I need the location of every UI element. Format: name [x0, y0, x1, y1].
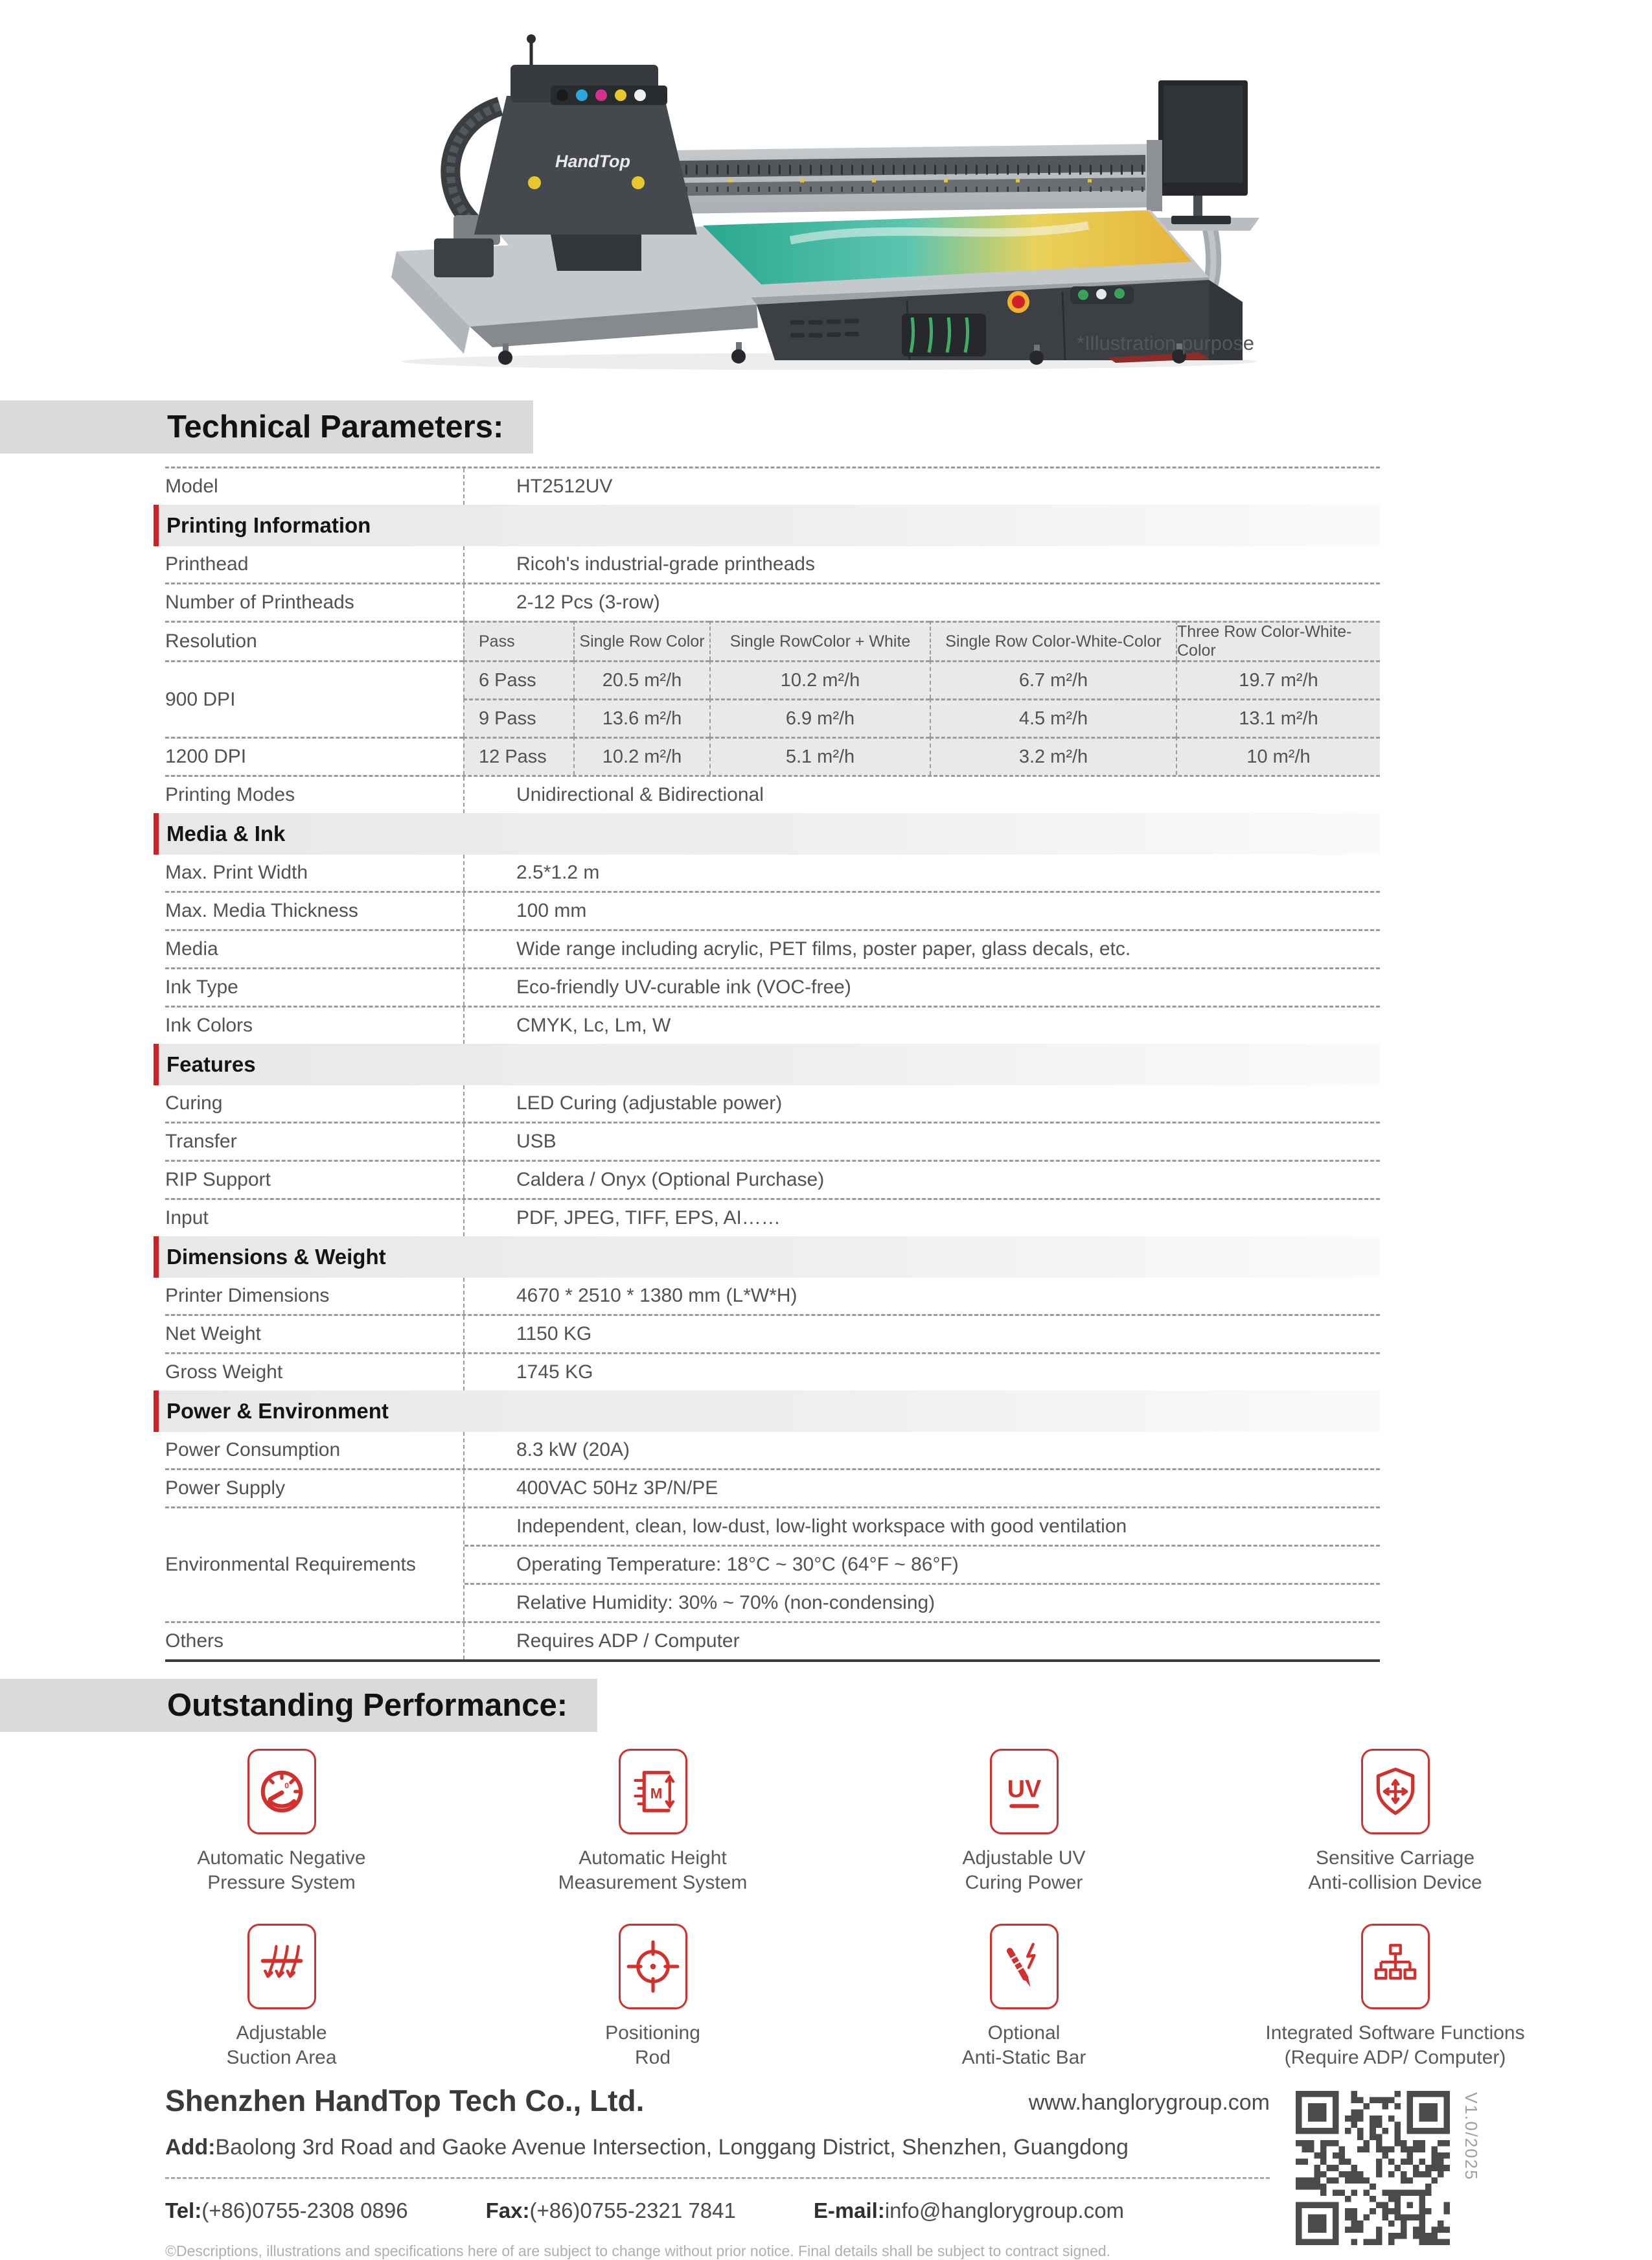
disclaimer: ©Descriptions, illustrations and specifications here of are subject to change without prior notice. Final details shall be subject to contract signed.: [165, 2243, 1111, 2259]
spec-value: Requires ADP / Computer: [463, 1623, 1380, 1659]
speed-cell: 10 m²/h: [1176, 737, 1380, 775]
feature-card: [247, 1924, 316, 2009]
email[interactable]: E-mail:info@hanglorygroup.com: [813, 2198, 1125, 2222]
performance-features: [96, 1749, 1581, 2070]
feature-card: [619, 1924, 687, 2009]
company-name: Shenzhen HandTop Tech Co., Ltd.: [165, 2084, 645, 2117]
feature-card: [619, 1749, 687, 1834]
spec-label: Ink Colors: [165, 1015, 253, 1036]
spec-row-max-print-width: [165, 855, 1380, 891]
spec-label: Printer Dimensions: [165, 1285, 330, 1306]
height-measure-icon: [625, 1764, 681, 1819]
spec-label: Media: [165, 938, 218, 960]
spec-value: 4670 * 2510 * 1380 mm (L*W*H): [463, 1278, 1380, 1314]
website-link[interactable]: www.hanglorygroup.com: [1028, 2090, 1270, 2115]
feature-card: [990, 1749, 1059, 1834]
spec-label: Max. Print Width: [165, 862, 308, 883]
section-features: Features: [154, 1044, 1380, 1085]
outstanding-performance-heading: Outstanding Performance:: [0, 1679, 597, 1732]
feature-positioning-rod: [467, 1924, 838, 2070]
spec-value: 2.5*1.2 m: [463, 855, 1380, 891]
feature-anti-collision: [1210, 1749, 1581, 1895]
illustration-note: *Illustration purpose: [1077, 332, 1254, 354]
technical-parameters-heading: Technical Parameters:: [0, 400, 533, 454]
uv-icon: [996, 1764, 1052, 1819]
spec-row-printhead: [165, 546, 1380, 582]
speed-cell: 13.6 m²/h: [573, 698, 709, 737]
svg-text:M: M: [650, 1785, 662, 1802]
speed-cell: 20.5 m²/h: [573, 660, 709, 698]
speed-cell: 13.1 m²/h: [1176, 698, 1380, 737]
feature-card: [247, 1749, 316, 1834]
feature-card: [1361, 1924, 1430, 2009]
spec-value: Wide range including acrylic, PET films, poster paper, glass decals, etc.: [463, 931, 1380, 967]
spec-label: RIP Support: [165, 1169, 271, 1190]
spec-label: Curing: [165, 1092, 223, 1114]
spec-row-num-printheads: [165, 582, 1380, 621]
feature-label: Adjustable Suction Area: [226, 2022, 337, 2068]
speed-cell: 4.5 m²/h: [930, 698, 1176, 737]
environment-value: Independent, clean, low-dust, low-light workspace with good ventilation: [516, 1516, 1127, 1537]
svg-text:0: 0: [284, 1781, 289, 1790]
section-power-environment: Power & Environment: [154, 1390, 1380, 1432]
fax: Fax:(+86)0755-2321 7841: [485, 2198, 736, 2222]
environment-value: Operating Temperature: 18°C ~ 30°C (64°F ~ 86°F): [465, 1545, 1380, 1583]
speed-cell: 6.9 m²/h: [709, 698, 930, 737]
printer-photo-section: [0, 0, 1652, 389]
pass-cell: 9 Pass: [463, 698, 573, 737]
spec-row-input: [165, 1198, 1380, 1236]
svg-text:UV: UV: [1007, 1775, 1041, 1803]
footer-divider: [165, 2177, 1270, 2179]
resolution-col-header: Single Row Color-White-Color: [930, 621, 1176, 660]
spec-label: Power Consumption: [165, 1439, 341, 1460]
resolution-col-header: Three Row Color-White-Color: [1176, 621, 1380, 660]
gauge-icon: [254, 1764, 310, 1819]
spec-label: Resolution: [165, 621, 463, 660]
spec-label: Max. Media Thickness: [165, 900, 358, 921]
spec-row-max-media-thickness: [165, 891, 1380, 929]
spec-value: LED Curing (adjustable power): [463, 1085, 1380, 1122]
spec-row-rip-support: [165, 1160, 1380, 1198]
spec-label: Others: [165, 1630, 224, 1652]
spec-value: Ricoh's industrial-grade printheads: [463, 546, 1380, 582]
spec-row-power-consumption: [165, 1432, 1380, 1468]
spec-label: Environmental Requirements: [165, 1554, 416, 1575]
dpi-label-1200: 1200 DPI: [165, 737, 463, 775]
speed-cell: 10.2 m²/h: [573, 737, 709, 775]
dpi-label-900: 900 DPI: [165, 660, 463, 737]
spec-label: Gross Weight: [165, 1361, 283, 1383]
feature-integrated-software: [1210, 1924, 1581, 2070]
qr-code: [1296, 2091, 1450, 2245]
spec-value: Eco-friendly UV-curable ink (VOC-free): [463, 969, 1380, 1006]
version-tag: V1.0/2025: [1462, 2092, 1481, 2181]
feature-anti-static: [838, 1924, 1210, 2070]
speed-cell: 19.7 m²/h: [1176, 660, 1380, 698]
feature-card: [990, 1924, 1059, 2009]
spec-row-printer-dimensions: [165, 1278, 1380, 1314]
pass-cell: 6 Pass: [463, 660, 573, 698]
feature-label: Positioning Rod: [605, 2022, 700, 2068]
speed-cell: 3.2 m²/h: [930, 737, 1176, 775]
spec-row-model: [165, 467, 1380, 505]
spec-value: Unidirectional & Bidirectional: [463, 777, 1380, 813]
spec-value: 1745 KG: [463, 1354, 1380, 1390]
contact-line: [165, 2198, 1270, 2223]
suction-arrows-icon: [254, 1939, 310, 1994]
spec-label: Power Supply: [165, 1477, 286, 1499]
spec-row-transfer: [165, 1122, 1380, 1160]
feature-height-measurement: [467, 1749, 838, 1895]
resolution-col-header: Single Row Color: [573, 621, 709, 660]
resolution-table: [165, 621, 1380, 775]
feature-label: Automatic Height Measurement System: [558, 1847, 748, 1893]
printer-illustration: [337, 23, 1296, 373]
feature-label: Integrated Software Functions (Require ADP/ Computer): [1265, 2022, 1525, 2068]
resolution-col-header: Single RowColor + White: [709, 621, 930, 660]
spec-row-gross-weight: [165, 1352, 1380, 1390]
antistatic-pen-icon: [996, 1939, 1052, 1994]
tel: Tel:(+86)0755-2308 0896: [165, 2198, 408, 2222]
spec-value: 400VAC 50Hz 3P/N/PE: [463, 1470, 1380, 1506]
spec-value: 8.3 kW (20A): [463, 1432, 1380, 1468]
spec-value: CMYK, Lc, Lm, W: [463, 1008, 1380, 1044]
crosshair-icon: [625, 1939, 681, 1994]
spec-label: Transfer: [165, 1131, 237, 1152]
hierarchy-icon: [1368, 1939, 1423, 1994]
printer-brand-label: HandTop: [555, 152, 630, 171]
spec-value: 1150 KG: [463, 1316, 1380, 1352]
speed-cell: 5.1 m²/h: [709, 737, 930, 775]
pass-cell: 12 Pass: [463, 737, 573, 775]
spec-label: Input: [165, 1207, 209, 1228]
feature-card: [1361, 1749, 1430, 1834]
spec-row-net-weight: [165, 1314, 1380, 1352]
spec-value: 2-12 Pcs (3-row): [463, 584, 1380, 621]
spec-value: 100 mm: [463, 893, 1380, 929]
spec-row-printing-modes: [165, 775, 1380, 813]
spec-label: Ink Type: [165, 976, 238, 998]
spec-row-environment: [165, 1506, 1380, 1621]
spec-value: Caldera / Onyx (Optional Purchase): [463, 1162, 1380, 1198]
speed-cell: 6.7 m²/h: [930, 660, 1176, 698]
shield-arrows-icon: [1368, 1764, 1423, 1819]
section-media-ink: Media & Ink: [154, 813, 1380, 855]
spec-value: PDF, JPEG, TIFF, EPS, AI……: [463, 1200, 1380, 1236]
section-dimensions-weight: Dimensions & Weight: [154, 1236, 1380, 1278]
spec-table: [165, 467, 1380, 1662]
feature-label: Adjustable UV Curing Power: [962, 1847, 1086, 1893]
spec-label: Number of Printheads: [165, 592, 354, 613]
feature-label: Sensitive Carriage Anti-collision Device: [1308, 1847, 1482, 1893]
spec-row-power-supply: [165, 1468, 1380, 1506]
spec-row-others: [165, 1621, 1380, 1659]
spec-value: USB: [463, 1124, 1380, 1160]
feature-label: Automatic Negative Pressure System: [197, 1847, 366, 1893]
spec-row-media: [165, 929, 1380, 967]
spec-row-ink-type: [165, 967, 1380, 1006]
spec-label: Printhead: [165, 553, 249, 575]
environment-values: [463, 1508, 1380, 1621]
feature-uv-power: [838, 1749, 1210, 1895]
speed-cell: 10.2 m²/h: [709, 660, 930, 698]
feature-label: Optional Anti-Static Bar: [961, 2022, 1086, 2068]
spec-label: Net Weight: [165, 1323, 261, 1344]
address-label: Add:: [165, 2135, 216, 2160]
spec-row-curing: [165, 1085, 1380, 1122]
spec-row-ink-colors: [165, 1006, 1380, 1044]
address-line: Add:Baolong 3rd Road and Gaoke Avenue Intersection, Longgang District, Shenzhen, Guangdong: [165, 2135, 1129, 2160]
section-printing-information: Printing Information: [154, 505, 1380, 546]
resolution-col-header: Pass: [463, 621, 573, 660]
spec-label: Printing Modes: [165, 784, 295, 805]
footer: [165, 2083, 1652, 2260]
feature-suction-area: [96, 1924, 467, 2070]
environment-value: Relative Humidity: 30% ~ 70% (non-condensing): [465, 1583, 1380, 1621]
spec-label: Model: [165, 476, 218, 497]
feature-negative-pressure: [96, 1749, 467, 1895]
spec-value: HT2512UV: [463, 468, 1380, 505]
